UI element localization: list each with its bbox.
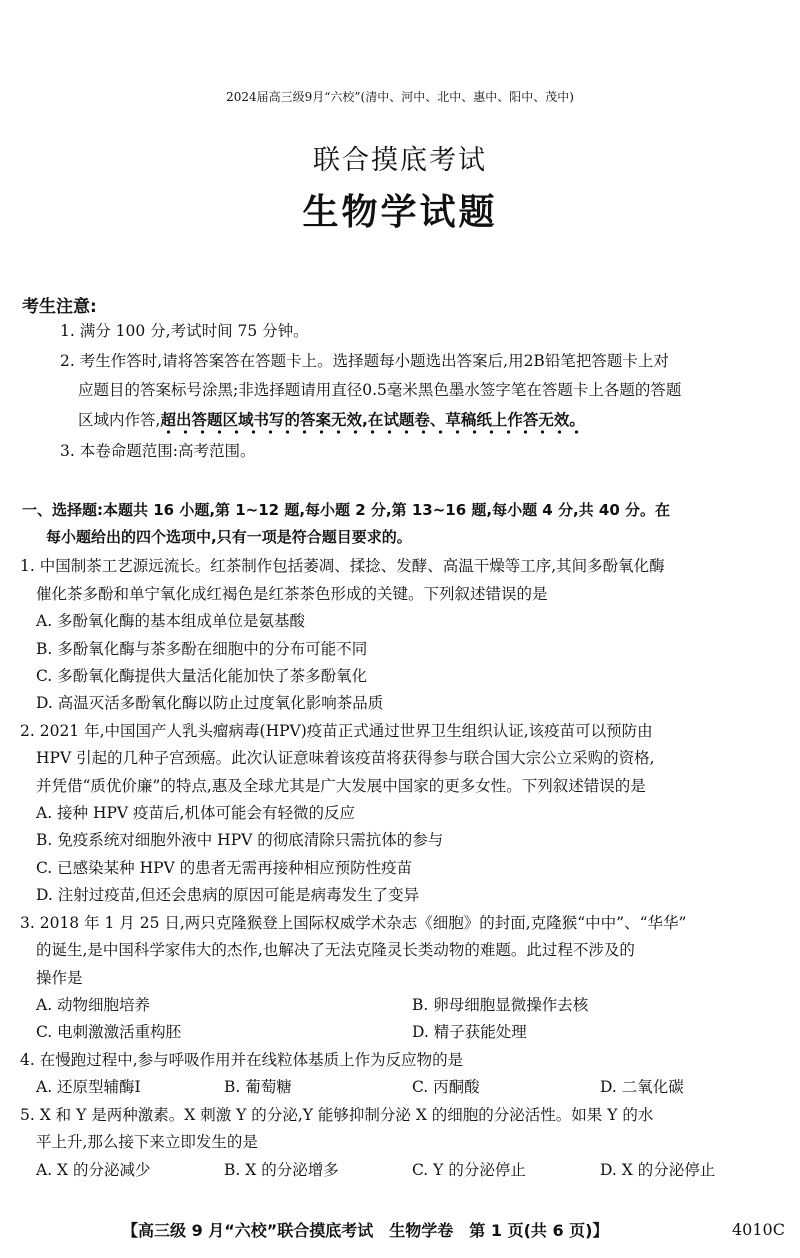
q5-option-c: C. Y 的分泌停止	[412, 1161, 526, 1179]
q5-option-a: A. X 的分泌减少	[36, 1161, 151, 1179]
q1-option-b: B. 多酚氧化酶与茶多酚在细胞中的分布可能不同	[36, 640, 368, 658]
notice-item-2-line3-text: 区域内作答,	[78, 411, 161, 429]
section1-heading-line1: 一、选择题:本题共 16 小题,第 1~12 题,每小题 2 分,第 13~16 题,每小题 4 分,共 40 分。在	[22, 501, 670, 519]
q2-stem-line1: 2. 2021 年,中国国产人乳头瘤病毒(HPV)疫苗正式通过世界卫生组织认证,该疫苗可以预防由	[20, 722, 653, 740]
q2-stem-line2: HPV 引起的几种子宫颈癌。此次认证意味着该疫苗将获得参与联合国大宗公立采购的资格,	[36, 749, 655, 767]
notice-item-1: 1. 满分 100 分,考试时间 75 分钟。	[60, 322, 309, 340]
q1-option-d: D. 高温灭活多酚氧化酶以防止过度氧化影响茶品质	[36, 694, 384, 712]
q4-option-b: B. 葡萄糖	[224, 1078, 292, 1096]
q3-option-b: B. 卵母细胞显微操作去核	[412, 996, 589, 1014]
exam-title-line2: 联合摸底考试	[313, 145, 487, 176]
notice-item-3: 3. 本卷命题范围:高考范围。	[60, 442, 256, 460]
subject-title: 生物学试题	[302, 192, 498, 233]
q4-option-c: C. 丙酮酸	[412, 1078, 480, 1096]
q2-option-a: A. 接种 HPV 疫苗后,机体可能会有轻微的反应	[36, 804, 355, 822]
page-footer: 【高三级 9 月“六校”联合摸底考试 生物学卷 第 1 页(共 6 页)】	[122, 1221, 609, 1240]
q1-option-a: A. 多酚氧化酶的基本组成单位是氨基酸	[36, 612, 306, 630]
notice-emphasis-text: 超出答题区域书写的答案无效,在试题卷、草稿纸上作答无效。	[160, 411, 585, 429]
exam-title-line1: 2024届高三级9月“六校”(清中、河中、北中、惠中、阳中、茂中)	[226, 90, 574, 104]
q3-option-a: A. 动物细胞培养	[36, 996, 151, 1014]
notice-item-2-line1: 2. 考生作答时,请将答案答在答题卡上。选择题每小题选出答案后,用2B铅笔把答题卡上对	[60, 352, 669, 370]
section1-heading-line2: 每小题给出的四个选项中,只有一项是符合题目要求的。	[46, 528, 412, 546]
q2-stem-line3: 并凭借“质优价廉”的特点,惠及全球尤其是广大发展中国家的更多女性。下列叙述错误的是	[36, 777, 646, 795]
q4-option-a: A. 还原型辅酶Ⅰ	[36, 1078, 141, 1096]
q3-option-d: D. 精子获能处理	[412, 1023, 527, 1041]
q5-option-b: B. X 的分泌增多	[224, 1161, 339, 1179]
q1-stem-line1: 1. 中国制茶工艺源远流长。红茶制作包括萎凋、揉捻、发酵、高温干燥等工序,其间多酚氧化酶	[20, 557, 665, 575]
q1-option-c: C. 多酚氧化酶提供大量活化能加快了茶多酚氧化	[36, 667, 368, 685]
emphasis-dots	[160, 429, 584, 435]
notice-emphasis	[160, 411, 584, 429]
notice-heading: 考生注意:	[22, 297, 97, 317]
q4-option-d: D. 二氧化碳	[600, 1078, 684, 1096]
q1-stem-line2: 催化茶多酚和单宁氧化成红褐色是红茶茶色形成的关键。下列叙述错误的是	[36, 585, 548, 603]
q5-stem-line2: 平上升,那么接下来立即发生的是	[36, 1133, 258, 1151]
q3-stem-line3: 操作是	[36, 969, 83, 987]
q5-stem-line1: 5. X 和 Y 是两种激素。X 刺激 Y 的分泌,Y 能够抑制分泌 X 的细胞的分泌活性。如果 Y 的水	[20, 1106, 654, 1124]
q4-stem: 4. 在慢跑过程中,参与呼吸作用并在线粒体基质上作为反应物的是	[20, 1051, 464, 1069]
notice-item-2-line3	[78, 410, 585, 430]
q2-option-c: C. 已感染某种 HPV 的患者无需再接种相应预防性疫苗	[36, 859, 413, 877]
q3-option-c: C. 电刺激激活重构胚	[36, 1023, 182, 1041]
q5-option-d: D. X 的分泌停止	[600, 1161, 716, 1179]
paper-code: 4010C	[732, 1220, 785, 1239]
q3-stem-line1: 3. 2018 年 1 月 25 日,两只克隆猴登上国际权威学术杂志《细胞》的封面,克隆猴“中中”、“华华”	[20, 914, 687, 932]
q2-option-b: B. 免疫系统对细胞外液中 HPV 的彻底清除只需抗体的参与	[36, 831, 444, 849]
q2-option-d: D. 注射过疫苗,但还会患病的原因可能是病毒发生了变异	[36, 886, 420, 904]
q3-stem-line2: 的诞生,是中国科学家伟大的杰作,也解决了无法克隆灵长类动物的难题。此过程不涉及的	[36, 941, 635, 959]
notice-item-2-line2: 应题目的答案标号涂黑;非选择题请用直径0.5毫米黑色墨水签字笔在答题卡上各题的答题	[78, 381, 682, 399]
